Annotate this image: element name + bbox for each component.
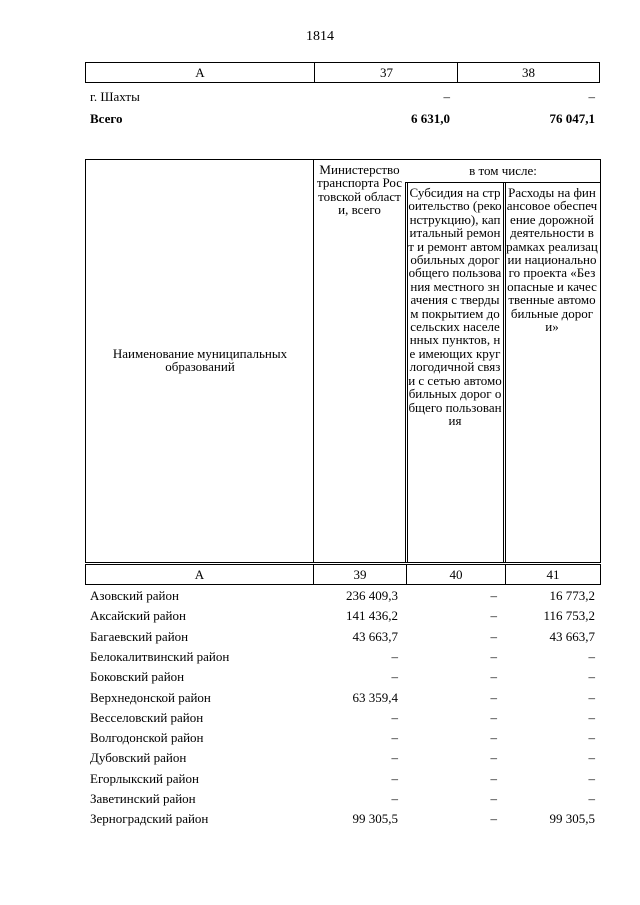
- row-name: Белокалитвинский район: [90, 648, 230, 664]
- row-name: Азовский район: [90, 588, 179, 603]
- value-40: –: [490, 750, 497, 766]
- table-row: [90, 688, 595, 708]
- top-table-header: [85, 62, 600, 83]
- table-row: [90, 586, 595, 606]
- col-number-a: А: [194, 567, 205, 582]
- column-numbers-row: [85, 564, 601, 585]
- row-value-38: 76 047,1: [549, 111, 595, 126]
- value-39: –: [391, 791, 398, 806]
- value-39: –: [391, 648, 398, 664]
- value-41: –: [588, 689, 595, 705]
- row-name: Багаевский район: [90, 628, 189, 644]
- table-row: [90, 627, 595, 647]
- value-40: –: [490, 770, 497, 786]
- value-41: –: [588, 648, 595, 664]
- col-name-header: Наименование муниципальных образований: [112, 346, 288, 375]
- col-total-header: Министерство транспорта Ростовской области, всего: [317, 162, 402, 218]
- value-39: 236 409,3: [346, 588, 398, 603]
- col-number-40: 40: [449, 567, 463, 582]
- table-row: [90, 748, 595, 768]
- divider: [405, 182, 600, 183]
- row-name: Зерноградский район: [90, 811, 209, 827]
- divider: [503, 183, 504, 562]
- value-40: –: [490, 689, 497, 705]
- top-col-a: А: [195, 65, 205, 80]
- row-value-37: –: [443, 89, 450, 104]
- row-name: Заветинский район: [90, 791, 196, 806]
- value-40: –: [490, 588, 497, 603]
- top-col-38: 38: [522, 65, 535, 80]
- value-41: –: [588, 770, 595, 786]
- value-41: –: [588, 791, 595, 806]
- row-name: Боковский район: [90, 669, 185, 685]
- value-39: 99 305,5: [352, 811, 398, 827]
- value-39: 43 663,7: [352, 628, 398, 644]
- main-table-header: [85, 159, 601, 563]
- value-39: 63 359,4: [352, 689, 398, 705]
- row-name: Всего: [90, 111, 123, 126]
- value-41: 116 753,2: [543, 608, 595, 624]
- value-40: –: [490, 791, 497, 806]
- row-name: Егорлыкский район: [90, 770, 199, 786]
- value-40: –: [490, 608, 497, 624]
- table-row: [90, 647, 595, 667]
- value-41: –: [588, 730, 595, 746]
- row-name: г. Шахты: [90, 89, 140, 104]
- value-41: –: [588, 750, 595, 766]
- total-row: [90, 110, 595, 128]
- value-41: 99 305,5: [549, 811, 595, 827]
- value-39: –: [391, 669, 398, 685]
- value-40: –: [490, 669, 497, 685]
- value-39: –: [391, 709, 398, 725]
- value-40: –: [490, 811, 497, 827]
- top-col-37: 37: [380, 65, 393, 80]
- table-row: [90, 809, 595, 829]
- row-value-38: –: [588, 89, 595, 104]
- row-name: Весселовский район: [90, 709, 204, 725]
- col-number-39: 39: [353, 567, 367, 582]
- row-value-37: 6 631,0: [411, 111, 450, 126]
- value-39: 141 436,2: [346, 608, 398, 624]
- table-row: [90, 769, 595, 789]
- value-40: –: [490, 648, 497, 664]
- table-row: [90, 667, 595, 687]
- divider: [313, 160, 314, 562]
- col-41-header: Расходы на финансовое обеспечение дорожной деятельности в рамках реализации национального проекта «Безопасные и качественные автомобильные дороги»: [506, 185, 598, 335]
- value-40: –: [490, 628, 497, 644]
- value-39: –: [391, 770, 398, 786]
- table-row: [90, 606, 595, 626]
- value-40: –: [490, 709, 497, 725]
- value-39: –: [391, 730, 398, 746]
- row-name: Аксайский район: [90, 608, 186, 624]
- value-40: –: [490, 730, 497, 746]
- col-40-header: Субсидия на строительство (реконструкцию), капитальный ремонт и ремонт автомобильных дорог общего пользования местного значения с твердым покрытием до сельских населенных пунктов, не имеющих круглогодичной связи с сетью автомобильных дорог общего пользования: [408, 185, 502, 428]
- value-39: –: [391, 750, 398, 766]
- table-row: [90, 789, 595, 809]
- table-row: [90, 88, 595, 106]
- value-41: –: [588, 709, 595, 725]
- row-name: Дубовский район: [90, 750, 187, 766]
- row-name: Верхнедонской район: [90, 689, 211, 705]
- table-row: [90, 708, 595, 728]
- value-41: –: [588, 669, 595, 685]
- divider: [405, 183, 406, 562]
- value-41: 43 663,7: [549, 628, 595, 644]
- row-name: Волгодонской район: [90, 730, 204, 746]
- page-number: 1814: [306, 29, 334, 44]
- value-41: 16 773,2: [549, 588, 595, 603]
- group-header: в том числе:: [469, 163, 537, 178]
- table-row: [90, 728, 595, 748]
- col-number-41: 41: [546, 567, 560, 582]
